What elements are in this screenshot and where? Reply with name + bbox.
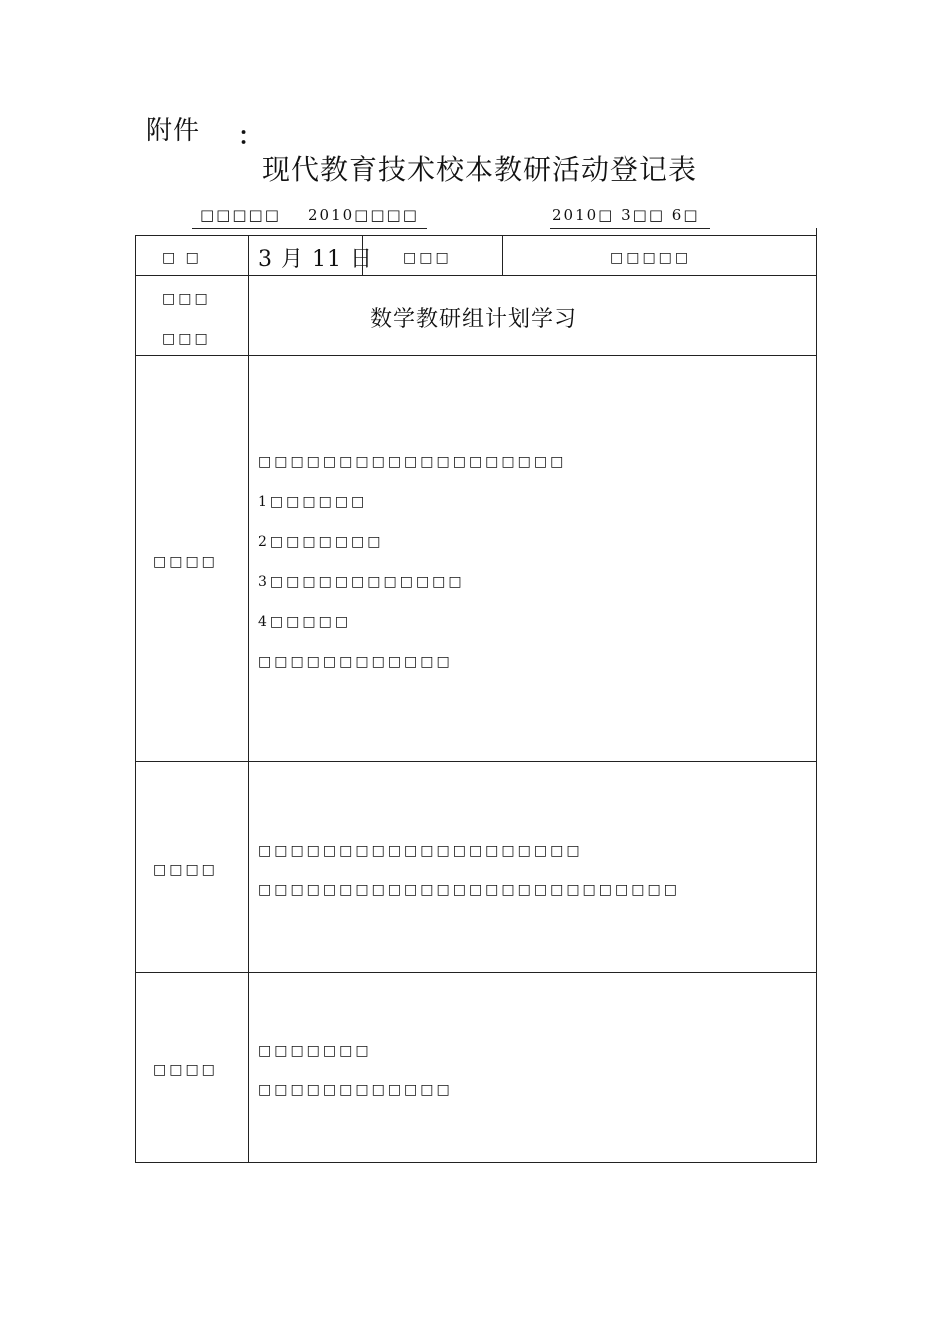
row5-label: □□□□ bbox=[153, 1062, 218, 1078]
row2-bottom bbox=[135, 355, 817, 356]
row2-label-line2: □□□ bbox=[162, 331, 211, 347]
row1-date-label: □ □ bbox=[162, 250, 202, 266]
meta-date: 2010□ 3□□ 6□ bbox=[552, 206, 700, 224]
meta-date-underline bbox=[550, 228, 710, 229]
row1-bottom bbox=[135, 275, 817, 276]
row4-bottom bbox=[135, 972, 817, 973]
table-border-top bbox=[135, 235, 817, 236]
row3-line: 4□□□□□ bbox=[258, 614, 352, 630]
row5-line: □□□□□□□ bbox=[258, 1043, 372, 1059]
row2-subject: 数学教研组计划学习 bbox=[370, 307, 578, 332]
row3-line: □□□□□□□□□□□□ bbox=[258, 654, 453, 670]
row1-divider-b bbox=[502, 235, 503, 275]
table-border-bottom bbox=[135, 1162, 817, 1163]
table-border-right bbox=[816, 228, 817, 1163]
meta-left-value: 2010□□□□ bbox=[308, 206, 419, 224]
row3-line: 2□□□□□□□ bbox=[258, 534, 384, 550]
row3-line: □□□□□□□□□□□□□□□□□□□ bbox=[258, 454, 567, 470]
row4-label: □□□□ bbox=[153, 862, 218, 878]
table-border-left bbox=[135, 235, 136, 1163]
row1-place-value: □□□□□ bbox=[610, 250, 692, 266]
row3-line: 1□□□□□□ bbox=[258, 494, 368, 510]
meta-left-underline bbox=[192, 228, 427, 229]
attachment-colon: ： bbox=[238, 121, 262, 150]
row2-label-line1: □□□ bbox=[162, 291, 211, 307]
attachment-label: 附件 bbox=[146, 116, 201, 146]
table-col-divider bbox=[248, 235, 249, 1163]
page-title: 现代教育技术校本教研活动登记表 bbox=[262, 153, 698, 186]
meta-left-label: □□□□□ bbox=[200, 206, 281, 224]
row3-label: □□□□ bbox=[153, 554, 218, 570]
row1-date-value: 3 月 11 日 bbox=[258, 247, 373, 272]
row5-line: □□□□□□□□□□□□ bbox=[258, 1082, 453, 1098]
row1-place-label: □□□ bbox=[403, 250, 452, 266]
row3-line: 3□□□□□□□□□□□□ bbox=[258, 574, 465, 590]
row3-bottom bbox=[135, 761, 817, 762]
row4-line: □□□□□□□□□□□□□□□□□□□□ bbox=[258, 843, 583, 859]
row4-line: □□□□□□□□□□□□□□□□□□□□□□□□□□ bbox=[258, 882, 680, 898]
